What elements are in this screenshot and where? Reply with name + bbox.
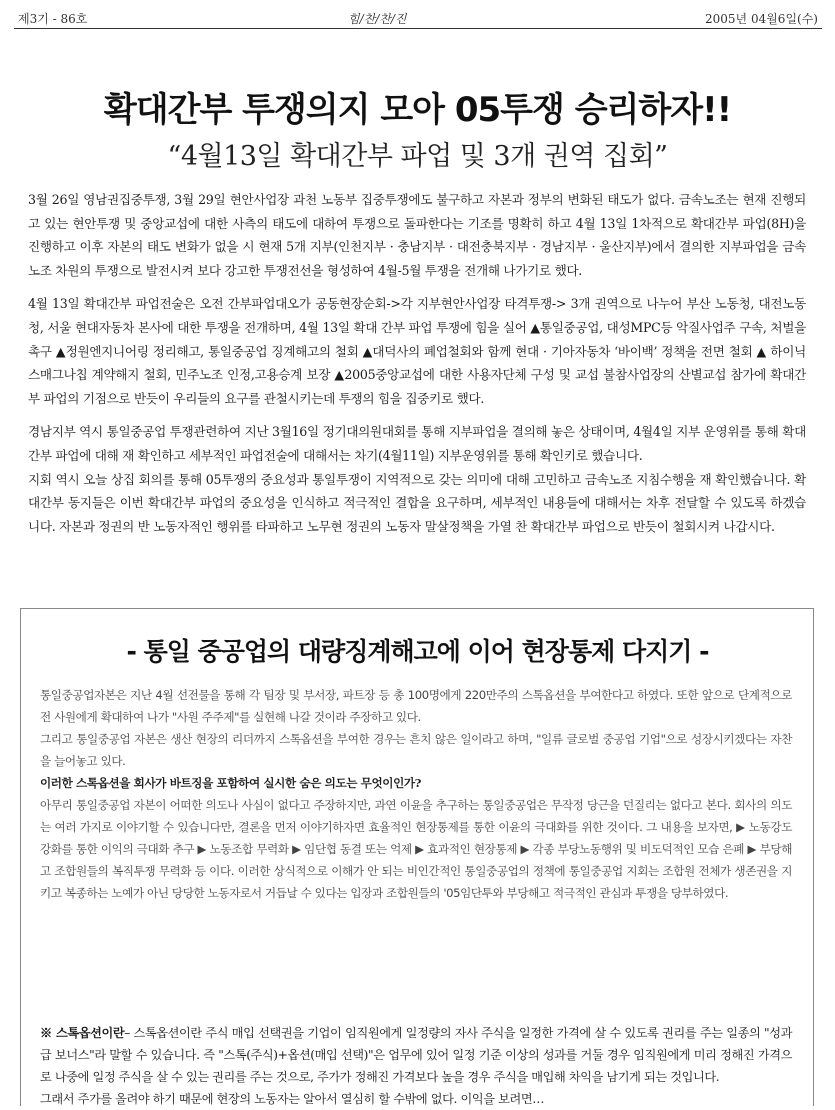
headline: 확대간부 투쟁의지 모아 05투쟁 승리하자!! bbox=[103, 90, 732, 130]
article-paragraph: 3월 26일 영남권집중투쟁, 3월 29일 현안사업장 과천 노동부 집중투쟁에도 불구하고 자본과 정부의 변화된 태도가 없다. 금속노조는 현재 진행되고 있는 현안투쟁 및 중앙교섭에 대한 사측의 태도에 대하여 투쟁으로 돌파한다는 기조를 명확히 하고 4월 13일 1차적으로 확대간부 파업(8H)을 진행하고 이후 자본의 태도 변화가 없을 시 현재 5개 지부(인천지부 · 충남지부 · 대전충북지부 · 경남지부 · 울산지부)에서 결의한 지부파업을 금속노조 차원의 투쟁으로 발전시켜 보다 강고한 투쟁전선을 형성하여 4월-5월 투쟁을 전개해 나가기로 했다. bbox=[28, 192, 806, 278]
note-definition: – 스톡옵션이란 주식 매입 선택권을 기업이 임직원에게 일정량의 자사 주식을 일정한 가격에 살 수 있도록 권리를 주는 일종의 "성과급 보너스"라 말할 수 있습니다. 즉 "스톡(주식)+옵션(매입 선택)"은 업무에 있어 일정 기준 이상의 성과를 거둘 경우 임직원에게 미리 정해진 가격으로 나중에 일정 주식을 살 수 있는 권리를 주는 것으로, 주가가 정해진 가격보다 높을 경우 주식을 매입해 차익을 남기게 되는 것입니다. bbox=[40, 1026, 792, 1084]
article-paragraph: 4월 13일 확대간부 파업전술은 오전 간부파업대오가 공동현장순회->각 지부현안사업장 타격투쟁-> 3개 권역으로 나누어 부산 노동청, 대전노동청, 서울 현대자동차 본사에 대한 투쟁을 전개하며, 4월 13일 확대 간부 파업 투쟁에 힘을 실어 ▲통일중공업, 대성MPC등 악질사업주 구속, 처벌을 촉구 ▲정원엔지니어링 정리해고, 통일중공업 징계해고의 철회 ▲대덕사의 폐업철회와 함께 현대 · 기아자동차 ‘바이백’ 정책을 전면 철회 ▲ 하이닉스매그나칩 계약해지 철회, 민주노조 인정,고용승계 보장 ▲2005중앙교섭에 대한 사용자단체 구성 및 교섭 불참사업장의 산별교섭 참가에 확대간부 파업의 기점으로 반듯이 우리들의 요구를 관철시키는데 투쟁의 힘을 집중키로 했다. bbox=[28, 296, 806, 406]
stock-option-note bbox=[40, 1022, 792, 1110]
box-question: 이러한 스톡옵션을 회사가 바트징을 포함하여 실시한 숨은 의도는 무엇이인가? bbox=[40, 776, 422, 790]
article-body bbox=[28, 188, 806, 538]
note-term: ※ 스톡옵션이란 bbox=[40, 1026, 125, 1040]
article-paragraph: 지회 역시 오늘 상집 회의를 통해 05투쟁의 중요성과 통일투쟁이 지역적으로 갖는 의미에 대해 고민하고 금속노조 지침수행을 재 확인했습니다. 확대간부 동지들은 이번 확대간부 파업의 중요성을 인식하고 적극적인 결합을 요구하며, 세부적인 내용들에 대해서는 차후 전달할 수 있도록 하겠습니다. 자본과 정권의 반 노동자적인 행위를 타파하고 노무현 정권의 노동자 말살정책을 가열 찬 확대간부 파업으로 반듯이 철회시켜 나갑시다. bbox=[28, 471, 806, 534]
issue-date: 2005년 04월6일(수) bbox=[705, 12, 818, 26]
box-body bbox=[40, 684, 792, 904]
page-header bbox=[18, 8, 818, 28]
box-title: - 통일 중공업의 대량징계해고에 이어 현장통제 다지기 - bbox=[126, 637, 709, 666]
issue-number: 제3기 - 86호 bbox=[18, 12, 88, 26]
note-paragraph bbox=[40, 1022, 792, 1088]
note-tail: 그래서 주가를 올려야 하기 때문에 현장의 노동자는 알아서 열심히 할 수밖에 없다. 이익을 보려면… bbox=[40, 1092, 544, 1106]
box-paragraph: 아무리 통일중공업 자본이 어떠한 의도나 사심이 없다고 주장하지만, 과연 이윤을 추구하는 통일중공업은 무작정 당근을 던질리는 없다고 본다. 회사의 의도는 여러 가지로 이야기할 수 있습니다만, 결론을 먼저 이야기하자면 효율적인 현장통제를 통한 이윤의 극대화를 위한 것이다. 그 내용을 보자면, ▶ 노동강도 강화를 통한 이익의 극대화 추구 ▶ 노동조합 무력화 ▶ 임단협 동결 또는 억제 ▶ 효과적인 현장통제 ▶ 각종 부당노동행위 및 비도덕적인 모습 은폐 ▶ 부당해고 조합원들의 복직투쟁 무력화 등 이다. 이러한 상식적으로 이해가 안 되는 비인간적인 통일중공업의 정책에 통일중공업 지회는 조합원 전체가 생존권을 지키고 복종하는 노예가 아닌 당당한 노동자로서 거듭날 수 있다는 입장과 조합원들의 '05임단투와 부당해고 적극적인 관심과 투쟁을 당부하였다. bbox=[40, 798, 792, 900]
masthead: 힘/찬/찬/진 bbox=[348, 12, 407, 26]
article-paragraph: 경남지부 역시 통일중공업 투쟁관련하여 지난 3월16일 정기대의원대회를 통해 지부파업을 결의해 놓은 상태이며, 4월4일 지부 운영위를 통해 확대간부 파업에 대해 재 확인하고 세부적인 파업전술에 대해서는 차기(4월11일) 지부운영위를 통해 확인키로 했습니다. bbox=[28, 424, 806, 463]
box-paragraph: 그리고 통일중공업 자본은 생산 현장의 리더까지 스톡옵션을 부여한 경우는 흔치 않은 일이라고 하며, "일류 글로벌 중공업 기업"으로 성장시키겠다는 자찬을 늘어놓고 있다. bbox=[40, 732, 792, 768]
box-paragraph: 통일중공업자본은 지난 4월 선전물을 통해 각 팀장 및 부서장, 파트장 등 총 100명에게 220만주의 스톡옵션을 부여한다고 하였다. 또한 앞으로 단계적으로 전 사원에게 확대하여 나가 "사원 주주제"를 실현해 나갈 것이라 주장하고 있다. bbox=[40, 688, 792, 724]
header-rule bbox=[14, 28, 822, 29]
subheadline: “4월13일 확대간부 파업 및 3개 권역 집회” bbox=[167, 141, 668, 172]
